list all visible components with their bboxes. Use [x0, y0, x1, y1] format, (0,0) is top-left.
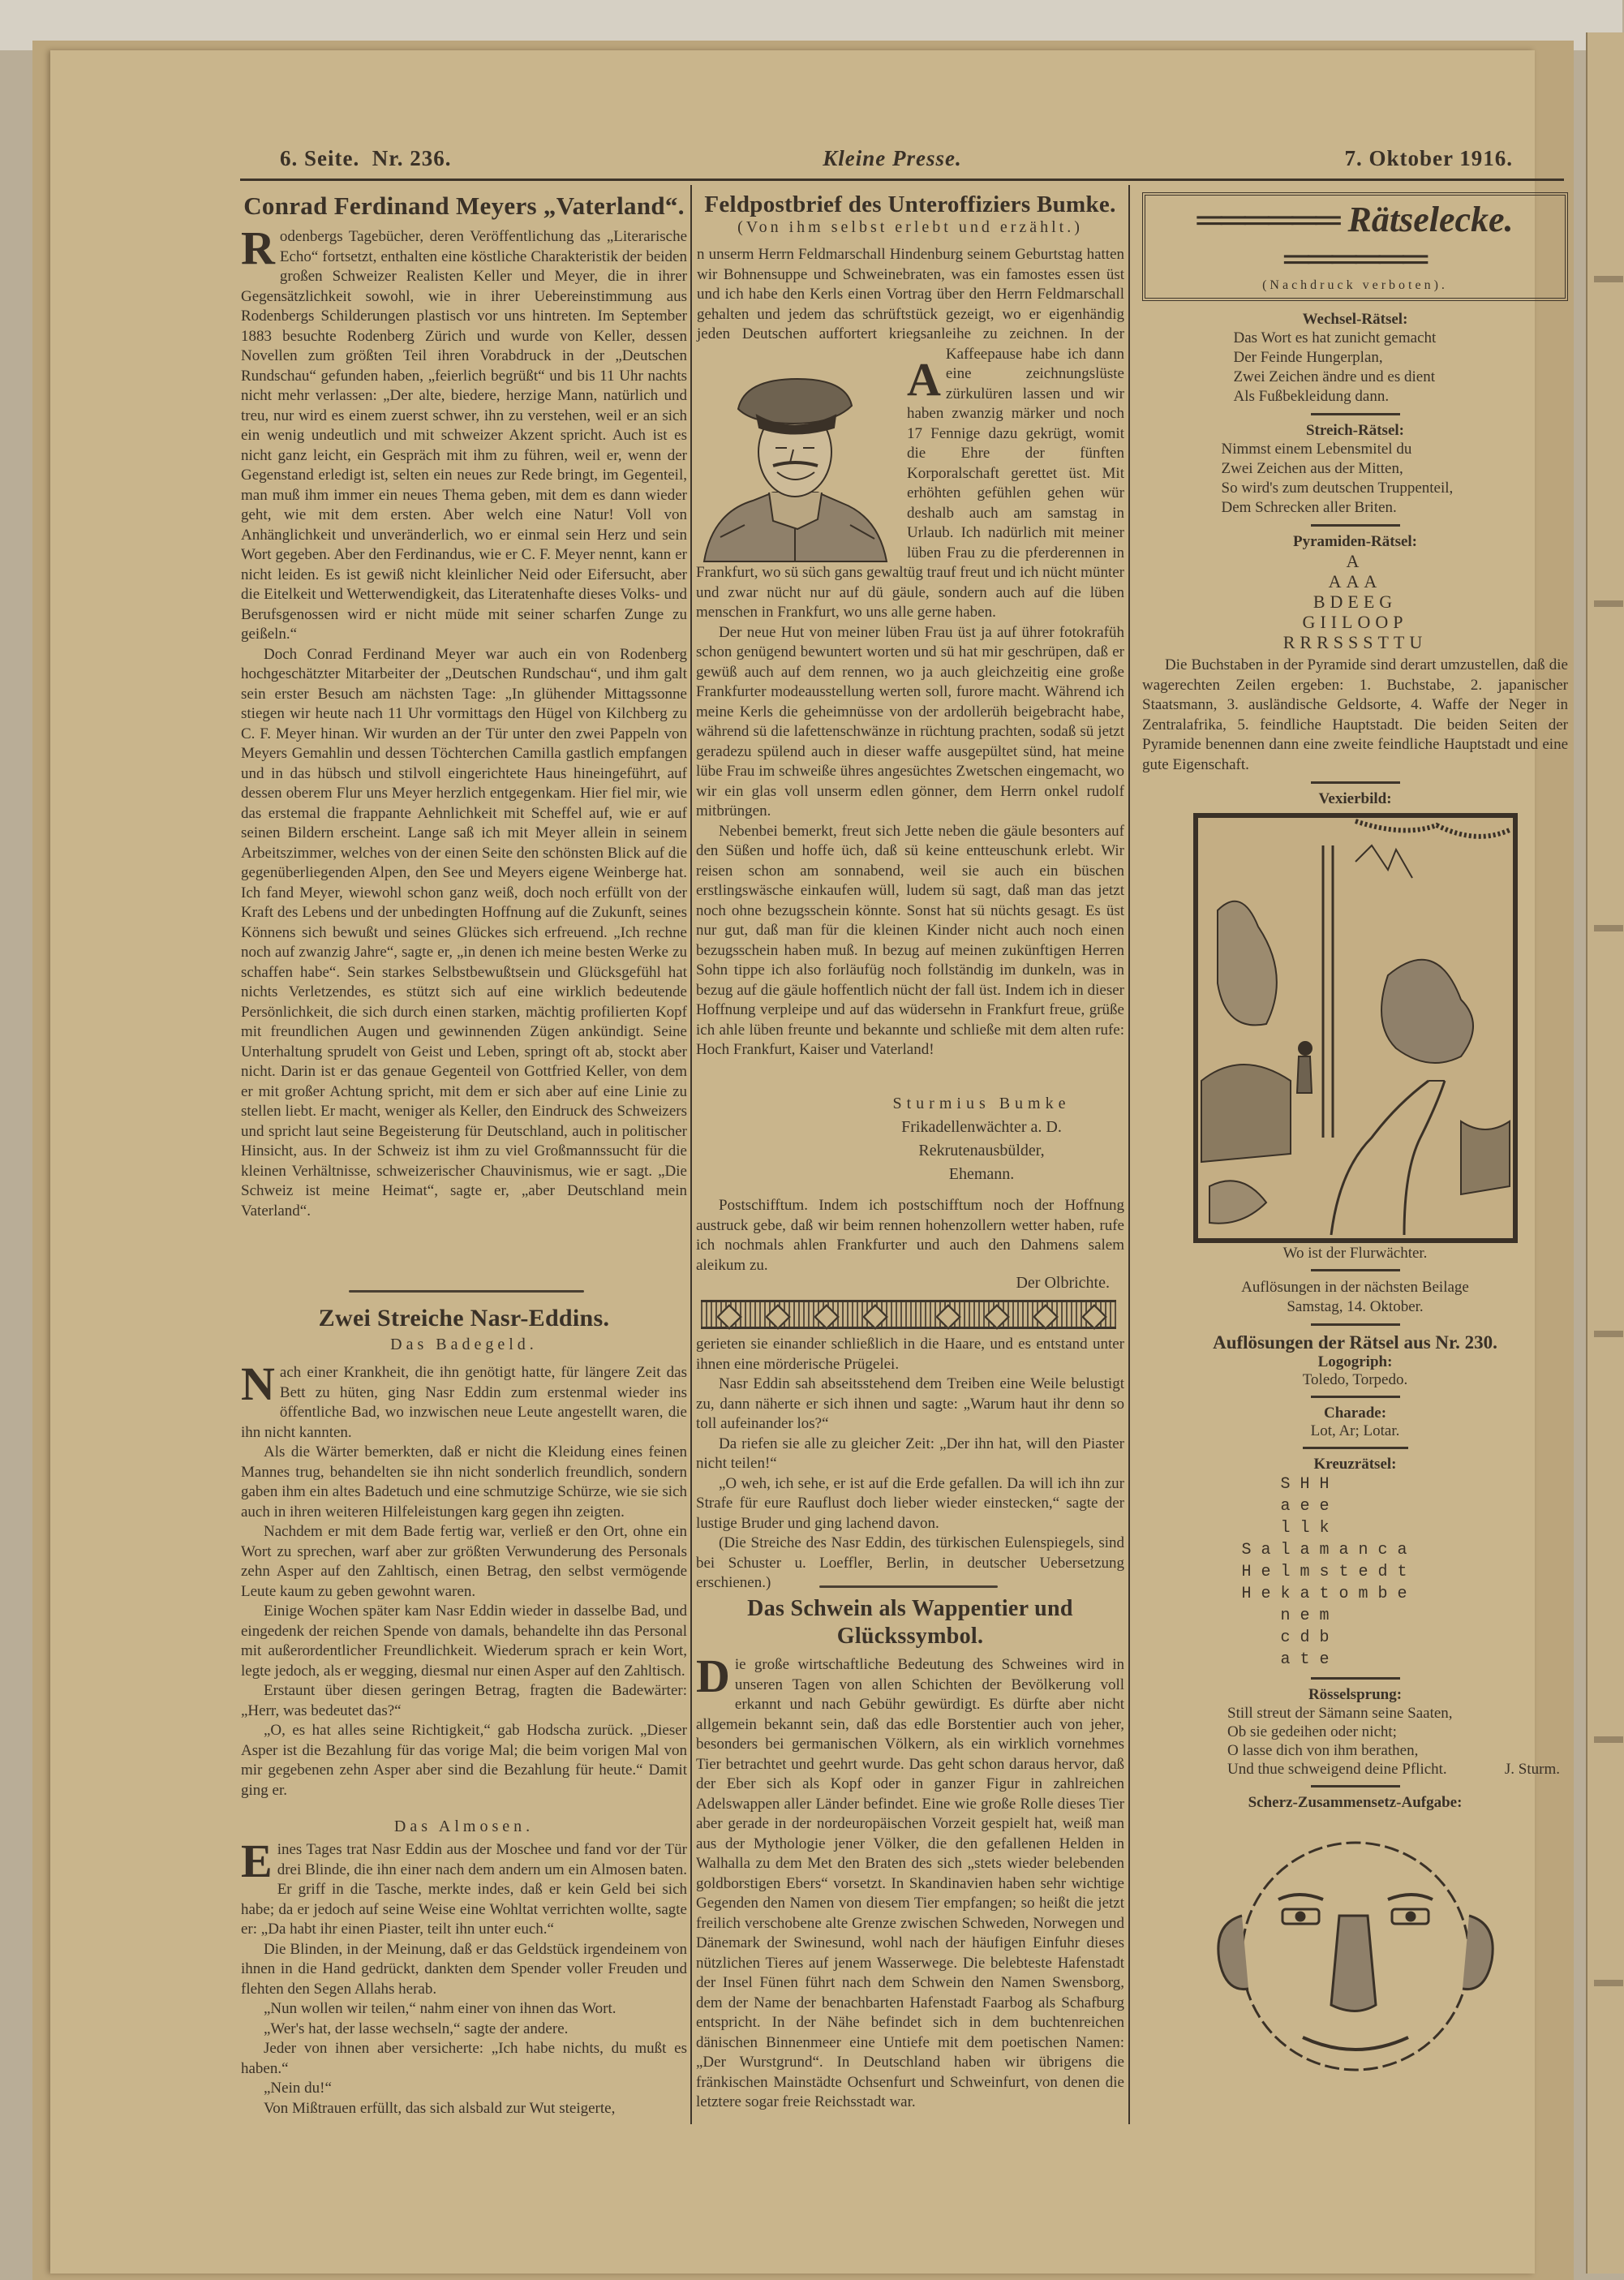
article-title: Conrad Ferdinand Meyers „Vaterland“. — [243, 191, 685, 220]
article-title: Zwei Streiche Nasr-Eddins. — [318, 1305, 610, 1331]
article-meyer — [241, 191, 687, 221]
article-subtitle: (Von ihm selbst erlebt und erzählt.) — [737, 218, 1083, 236]
pyramid-row: RRRSSSTTU — [1282, 632, 1428, 652]
paragraph: „Nun wollen wir teilen,“ nahm einer von ihnen das Wort. — [264, 2000, 617, 2017]
poem-line: Der Feinde Hungerplan, — [1233, 349, 1383, 366]
poem-line: Zwei Zeichen ändre und es dient — [1233, 368, 1435, 385]
masthead-rule — [240, 179, 1564, 181]
article-feldpost-body — [696, 245, 1124, 1089]
poem-line: Das Wort es hat zunicht gemacht — [1233, 329, 1437, 346]
paragraph: An unserm Herrn Feldmarschall Hindenburg seinem Geburtstag hatten wir Bohnensuppe und Schweinebraten, was ein famostes essen üst und ich habe den Kerls einen Vortrag über den Herrn Feldmarschall gehalten und jedem das schrüftstück gezeigt, wo er eigenhändig jeden Deutschen auffortert kriegsanleihe zu zeichnen. In der Kaffeepause habe ich dann eine zeichnungslüste zürkulüren lassen und wir haben zwanzig märker und noch 17 Fennige dazu gekrügt, womit die Ehre der fünften Korporalschaft gerettet üst. Mit erhöhten gefühlen gehen wür deshalb auch am samstag in Urlaub. Ich nadürlich mit meiner lüben Frau zu die pferderennen in Frankfurt, wo sü süch gans gewaltüg trauf freut und ich nücht münter und zwar nücht nur auf dü gäule, sondern auch auf die lüben menschen in Frankfurt, wo uns alle gerne haben. — [696, 246, 1124, 621]
poem-line: Ob sie gedeihen oder nicht; — [1227, 1723, 1397, 1740]
solution-answer: Toledo, Torpedo. — [1302, 1371, 1408, 1388]
grid-row: H e k a t o m b e — [1241, 1585, 1407, 1603]
solution-answer: Lot, Ar; Lotar. — [1310, 1422, 1400, 1439]
landscape-puzzle-illustration — [1193, 813, 1518, 1243]
puzzle-heading: Pyramiden-Rätsel: — [1292, 533, 1418, 550]
publisher-note: (Die Streiche des Nasr Eddin, des türkischen Eulenspiegels, sind bei Schuster u. Loeffler, Berlin, in deutscher Uebersetzung erschienen.) — [696, 1534, 1124, 1591]
divider — [1311, 1677, 1400, 1680]
grid-row: l l k — [1241, 1519, 1330, 1538]
puzzle-heading: Wechsel-Rätsel: — [1302, 311, 1408, 328]
puzzle-corner — [1142, 192, 1568, 2086]
poem-line: Still streut der Sämann seine Saaten, — [1227, 1705, 1453, 1722]
puzzle-poem — [1234, 329, 1477, 407]
pyramid-row: A — [1346, 551, 1364, 571]
pyramid-instructions — [1142, 656, 1568, 775]
letter-signature — [844, 1092, 1119, 1186]
paragraph: Eines Tages trat Nasr Eddin aus der Moschee und fand vor der Tür drei Blinde, die ihn einer nach dem andern um ein Almosen baten. Er griff in die Tasche, merkte indes, daß er kein Geld bei sich habe; da er jedoch auf seine Weise eine Wohltat verrichten wollte, sagte er: „Da habt ihr einen Piaster, teilt ihn unter euch.“ — [241, 1835, 687, 1938]
paragraph: Nachdem er mit dem Bade fertig war, verließ er den Ort, ohne ein Wort zu sprechen, warf aber zur größten Verwunderung des Personals zehn Asper auf den Zahltisch, einen Betrag, den selbst vermögende Leute kaum zu geben gewohnt waren. — [241, 1523, 687, 1600]
divider — [1311, 781, 1400, 784]
pyramid-row: BDEEG — [1313, 592, 1398, 612]
story-badegeld — [241, 1357, 687, 1818]
poem-line: O lasse dich von ihm berathen, — [1227, 1742, 1419, 1759]
section-title: Das Almosen. — [393, 1818, 535, 1835]
paragraph: Postschifftum. Indem ich postschifftum noch der Hoffnung austruck gebe, daß wir beim rennen hohenzollern wetter haben, rufe ich nochmals ahlen Frankfurter und auch den Dahmens salem aleikum zu. — [696, 1197, 1124, 1274]
poem-line: Als Fußbekleidung dann. — [1233, 388, 1390, 405]
letter-pyramid — [1142, 551, 1568, 652]
paragraph: Erstaunt über diesen geringen Betrag, fragten die Badewärter: „Herr, was bedeutet das?“ — [241, 1682, 687, 1719]
divider — [1311, 1269, 1400, 1271]
signature-name: Sturmius Bumke — [892, 1095, 1071, 1112]
paragraph: Als die Wärter bemerkten, daß er nicht die Kleidung eines feinen Mannes trug, behandelten sie ihn nicht sonderlich freundlich, sondern gaben ihm ein altes Badetuch und eine schmutzige Schürze, wie sie sich auch in ihren weiteren Hilfeleistungen karg gegen ihn zeigten. — [241, 1443, 687, 1521]
grid-row: n e m — [1241, 1607, 1330, 1625]
poem-author: J. Sturm. — [1504, 1761, 1560, 1778]
paragraph: „O weh, ich sehe, er ist auf die Erde gefallen. Da will ich ihn zur Strafe für eure Rauflust doch lieber wieder einstecken,“ sagte der lustige Bruder und ging lachend davon. — [696, 1474, 1124, 1532]
article-title: Feldpostbrief des Unteroffiziers Bumke. — [704, 191, 1116, 217]
grid-row: a e e — [1241, 1497, 1330, 1516]
postscript — [696, 1196, 1124, 1277]
notice-line: Auflösungen in der nächsten Beilage — [1241, 1279, 1469, 1296]
paragraph: „Nein du!“ — [264, 2080, 332, 2097]
poem-line: Dem Schrecken aller Briten. — [1221, 499, 1397, 516]
cross-puzzle-grid — [1242, 1473, 1469, 1671]
paragraph: Rodenbergs Tagebücher, deren Veröffentlichung das „Literarische Echo“ fortsetzt, enthalten eine köstliche Charakteristik der beiden großen Schweizer Realisten Keller und Meyer, die in ihrer Gegensätzlichkeit sowohl, wie in ihrer Uebereinstimmung aus Rodenbergs Schilderungen plastisch vor uns hintreten. Im September 1883 besuchte Rodenberg Zürich und wurde von Keller, dessen Novellen zum größten Teil ihren Vorabdruck in der „Deutschen Rundschau“ gefunden haben, „feierlich begrüßt“ und bis 11 Uhr nachts nicht mehr verlassen: „Der alte, biedere, herzige Mann, natürlich und treu, nur wird es einem zuerst schwer, ihn zu verstehen, weil er an sich ein wenig undeutlich und mit schweizer Akzent spricht. Auch ist es nicht ganz leicht, ein Gespräch mit ihm zu führen, weil er, wenn der Gegenstand erledigt ist, selten ein neues zur Rede bringt, im Gegenteil, man muß ihm immer ein neues Thema geben, mit dem es dann wieder geht, wie mit dem ersten. Aber welch eine Natur! Voll von Anhänglichkeit und unveränderlich, wo er einmal sein Herz und sein Wort gegeben. Aber den Ferdinandus, wie er C. F. Meyer nennt, kann er nicht leiden. Es ist gewiß nicht kleinlicher Neid oder Eifersucht, aber die Eitelkeit und Wetterwendigkeit, das Literatenhafte dieses Volks- und Berufsgenossen wird er nicht müde mit seiner scharfen Zunge zu geißeln.“ — [241, 222, 687, 643]
knight-move-poem — [1142, 1704, 1568, 1779]
paragraph: gerieten sie einander schließlich in die Haare, und es entstand unter ihnen eine mörderische Prügelei. — [696, 1336, 1124, 1373]
divider — [1311, 1785, 1400, 1787]
paragraph: Nasr Eddin sah abseitsstehend dem Treiben eine Weile belustigt zu, dann näherte er sich ihnen und sagte: „Warum haut ihr denn so toll aufeinander los?“ — [696, 1375, 1124, 1432]
poem-line: Zwei Zeichen aus der Mitten, — [1221, 460, 1403, 477]
article-nasr — [241, 1305, 687, 1354]
article-title: Glückssymbol. — [836, 1624, 984, 1649]
grid-row: H e l m s t e d t — [1241, 1563, 1407, 1581]
reprint-note: (Nachdruck verboten). — [1262, 278, 1448, 292]
letter-closing: Der Olbrichte. — [1016, 1274, 1110, 1292]
paragraph: „Wer's hat, der lasse wechseln,“ sagte der andere. — [264, 2020, 569, 2037]
soldier-portrait — [696, 359, 899, 563]
paragraph: Der neue Hut von meiner lüben Frau üst ja auf ührer fotokrafüh schon genügend bewuntert worten und sü hat mir geschrüpen, daß er gewüß auch auf dem rennen, wo ja auch gleichzeitig eine große Frankfurter modeausstellung werten soll, furore macht. Während ich meine Kerls die geheimnüsse von der ardollerüh beigebracht habe, während sü die lafettenschwänze in rüchtung prachten, sodaß sü jetzt geradezu spülend auch in dieser waffe ausgepültet sünd, hat meine lübe Frau im schweiße ühres angesüchtes Zwetschen eingemacht, wo wir ein glas voll unserm edlen gönner, dem Herrn onkel rudolf mitbrüngen. — [696, 623, 1124, 820]
divider — [1311, 1323, 1400, 1326]
paragraph: Doch Conrad Ferdinand Meyer war auch ein von Rodenberg hochgeschätzter Mitarbeiter der „Deutschen Rundschau“, und ihm galt sein erster Besuch am nächsten Tage: „In glühender Mittagssonne stiegen wir heute nach 11 Uhr vormittags den Hügel von Kilchberg zu C. F. Meyer hinan. Wir wurden an der Tür unter den zwei Pappeln von Meyers Gemahlin und dessen Töchterchen Camilla gastlich empfangen und in das hübsch und stilvoll eingerichtete Haus hineingeführt, auf dessen oberem Flur uns Meyer herzlich entgegenkam. Hier fiel mir, wie das erstemal die frappante Aehnlichkeit mit Scheffel auf, wie er auf seinen Bildern erscheint. Lange saß ich mit Meyer allein in seinem Arbeitszimmer, welches von der einen Seite den schönsten Blick auf die gegenüberliegenden Alpen, den See und Meyers eigene Weinberge hat. Ich fand Meyer, wiewohl schon ganz weiß, doch noch erfüllt von der Kraft des Lebens und der unbedingten Hoffnung auf die Zukunft, seines Könnens sich bewußt und seines Glückes sich erfreuend. „Ich rechne noch auf zwanzig Jahre“, sagte er, „in denen ich meine besten Werke zu schaffen habe“. Sein starkes Selbstbewußtsein und Glücksgefühl hat nichts Verletzendes, es stützt sich auf eine wirklich bedeutende Persönlichkeit, die sich durch einen starken, mächtig profilierten Kopf mit freundlichen Augen und gewinnenden Zügen ankündigt. Seine Unterhaltung sprudelt von Geist und Leben, springt oft ab, stockt aber nicht. Darin ist er das genaue Gegenteil von Gottfried Keller, von dem er mit großer Achtung spricht, mit dem er sich aber auf eine Linie zu stellen liebt. Er macht, weniger als Keller, den Eindruck des Schweizers und spricht laut seine Begeisterung für Deutschland, auch in politischer Hinsicht, aus. In der Schweiz ist ihm zu viel Großmannssucht für die kleinen Verhältnisse, schweizerischer Chauvinismus, wie er sagt. „Die Schweiz ist meine Heimat“, sagte er, „aber Deutschland mein Vaterland“. — [241, 645, 687, 1220]
issue-date: 7. Oktober 1916. — [1344, 146, 1513, 170]
face-puzzle-picture — [1209, 1818, 1502, 2086]
paragraph: Von Mißtrauen erfüllt, das sich alsbald zur Wut steigerte, — [264, 2099, 616, 2117]
poem-line: Nimmst einem Lebensmitel du — [1221, 441, 1412, 458]
article-meyer-body — [241, 222, 687, 1280]
pyramid-row: AAA — [1328, 571, 1382, 592]
newspaper-name: Kleine Presse. — [823, 146, 962, 170]
signature-title: Ehemann. — [948, 1165, 1015, 1183]
puzzle-heading: Charade: — [1323, 1405, 1387, 1422]
puzzle-heading: Scherz-Zusammensetz-Aufgabe: — [1248, 1794, 1463, 1811]
issue-number: Nr. 236. — [372, 146, 452, 170]
puzzle-corner-title: ══════ Rätselecke. ══════ — [1197, 200, 1514, 278]
story-almosen-continued — [696, 1335, 1124, 1591]
puzzle-header-box — [1142, 192, 1568, 301]
ornamental-band — [701, 1300, 1116, 1329]
grid-row: S H H — [1241, 1475, 1330, 1494]
ornament-divider — [819, 1585, 998, 1588]
paragraph: Die Buchstaben in der Pyramide sind derart umzustellen, daß die wagerechten Zeilen ergeben: 1. Buchstabe, 2. japanischer Staatsmann, 3. ausländische Geldsorte, 4. Waffe der Neger in Zentralafrika, 5. feindliche Hauptstadt. Die beiden Seiten der Pyramide benennen dann eine zweite feindliche Hauptstadt und eine gute Eigenschaft. — [1142, 656, 1568, 773]
pyramid-row: GIILOOP — [1302, 612, 1408, 632]
divider — [1311, 1396, 1400, 1398]
puzzle-heading: Vexierbild: — [1318, 790, 1392, 807]
page-label: 6. Seite. — [280, 146, 360, 170]
ornament-divider — [349, 1290, 584, 1293]
column-rule — [1128, 185, 1130, 2124]
section-title: Das Badegeld. — [390, 1336, 538, 1353]
article-schwein-body — [696, 1650, 1124, 2126]
column-rule — [690, 185, 692, 2124]
puzzle-heading: Streich-Rätsel: — [1305, 422, 1404, 439]
article-feldpost — [696, 191, 1124, 237]
title-text: Rätselecke. — [1347, 200, 1514, 239]
notice-line: Samstag, 14. Oktober. — [1287, 1298, 1424, 1315]
puzzle-poem — [1222, 440, 1489, 518]
puzzle-heading: Logogriph: — [1317, 1353, 1393, 1370]
article-title: Das Schwein als Wappentier und — [747, 1596, 1073, 1621]
paragraph: Die Blinden, in der Meinung, daß er das Geldstück irgendeinem von ihnen in die Hand gedrückt, dankten dem Spender voller Freuden und flehten den Segen Allahs herab. — [241, 1940, 687, 1998]
article-schwein — [696, 1595, 1124, 1650]
paragraph: Da riefen sie alle zu gleicher Zeit: „Der ihn hat, will den Piaster nicht teilen!“ — [696, 1435, 1124, 1472]
divider — [1311, 524, 1400, 527]
picture-caption: Wo ist der Flurwächter. — [1282, 1245, 1428, 1262]
paragraph: Nach einer Krankheit, die ihn genötigt hatte, für längere Zeit das Bett zu hüten, ging Nasr Eddin zum erstenmal wieder ins öffentliche Bad, wo inzwischen neue Leute angestellt waren, die ihn nicht kannten. — [241, 1357, 687, 1441]
signature-title: Rekrutenausbülder, — [918, 1142, 1045, 1159]
paragraph: Nebenbei bemerkt, freut sich Jette neben die gäule besonters auf den Süßen und hoffe üch, daß sü keine entteuschunk erlebt. Wir reisen schon am sonnabend, weil sie auch ein büschen erstlingswäsche einkaufen wüll, ludem sü sagt, daß man das jetzt noch ohne bezugsschein könnte. Sonst hat sü nüchts gesagt. Es üst nur gut, daß man für die kleinen Kinder nicht auch noch einen bezugsschein haben muß. In bezug auf meinen zukünftigen Herren Sohn tippe ich also forläufüg noch follständig im dunkeln, was in bezug auf die gäule hoffentlich nücht der fall üst. Indem ich in dieser Hoffnung verpleipe und auf das wüdersehn in Frankfurt freue, grüße ich ahle lüben freunte und bekannte und schließe mit dem alten rufe: Hoch Frankfurt, Kaiser und Vaterland! — [696, 822, 1124, 1058]
face-puzzle-illustration — [1209, 1818, 1502, 2086]
paragraph: Einige Wochen später kam Nasr Eddin wieder in dasselbe Bad, und eingedenk der reichen Spende von damals, behandelte ihn das Personal mit außerordentlicher Freundlichkeit. Wiederum sprach er kein Wort, legte jedoch, als er wegging, diesmal nur einen Asper auf den Zahltisch. — [241, 1602, 687, 1680]
paragraph: Die große wirtschaftliche Bedeutung des Schweines wird in unseren Tagen von allen Schichten der Bevölkerung voll erkannt und nach Gebühr gewürdigt. Es dürfte aber nicht allgemein bekannt sein, daß das edle Borstentier auch von jeher, besonders bei germanischen Völkern, als ein wirklich vornehmes Tier betrachtet und geehrt wurde. Das geht schon daraus hervor, daß der Eber sich als Kopf oder in ganzer Figur in zahlreichen Adelswappen aller Länder befindet. Eine wie große Rolle dieses Tier aber gerade in der nordeuropäischen Vorzeit gespielt hat, weiß man aus der Mythologie jener Völker, die den gefallenen Helden in Walhalla zu dem Met den Braten des sich „stets wieder belebenden goldborstigen Ebers“ vorsetzt. In Skandinavien haben sehr wichtige Gegenden den Namen von diesem Tier empfangen; so heißt die jetzt freilich verschobene alte Grenze zwischen Schweden, Norwegen und Dänemark der Swinesund, wohl nach der häufigen Einfuhr dieses nützlichen Tieres auf jenem Wasserwege. Die belebteste Hafenstadt der Insel Fünen führt nach dem Schwein den Namen Swensborg, dem der Name der benachbarten Hafenstadt Faarbog als Schafburg entspricht. In der Nähe befindet sich in dem buchtenreichen dänischen Binnenmeer eine Untiefe mit dem poetischen Namen: „Der Wurstgrund“. In Deutschland haben wir übrigens die fränkischen Mainstädte Ochsenfurt und Schweinfurt, von denen die letztere sogar freie Reichsstadt war. — [696, 1650, 1124, 2110]
puzzle-heading: Rösselsprung: — [1308, 1686, 1403, 1703]
story-almosen — [241, 1835, 687, 2124]
grid-row: c d b — [1241, 1628, 1330, 1647]
solutions-heading: Auflösungen der Rätsel aus Nr. 230. — [1213, 1332, 1497, 1353]
soldier-illustration — [696, 359, 895, 561]
paragraph: Jeder von ihnen aber versicherte: „Ich habe nichts, du mußt es haben.“ — [241, 2040, 687, 2077]
solutions-notice — [1142, 1278, 1568, 1317]
puzzle-heading: Kreuzrätsel: — [1313, 1456, 1397, 1473]
signature-title: Frikadellenwächter a. D. — [901, 1118, 1062, 1136]
divider — [1311, 413, 1400, 415]
grid-row: S a l a m a n c a — [1241, 1541, 1407, 1559]
divider — [1303, 1447, 1408, 1449]
poem-line: Und thue schweigend deine Pflicht. — [1227, 1761, 1447, 1778]
grid-row: a t e — [1241, 1650, 1330, 1669]
adjacent-page-edge — [1586, 32, 1624, 2274]
paragraph: „O, es hat alles seine Richtigkeit,“ gab Hodscha zurück. „Dieser Asper ist die Bezahlung für das vorige Mal; die beim vorigen Mal von mir gegebenen zehn Asper aber sind die Bezahlung für heute.“ Damit ging er. — [241, 1722, 687, 1799]
poem-line: So wird's zum deutschen Truppenteil, — [1221, 480, 1454, 497]
vexier-picture — [1193, 813, 1518, 1243]
